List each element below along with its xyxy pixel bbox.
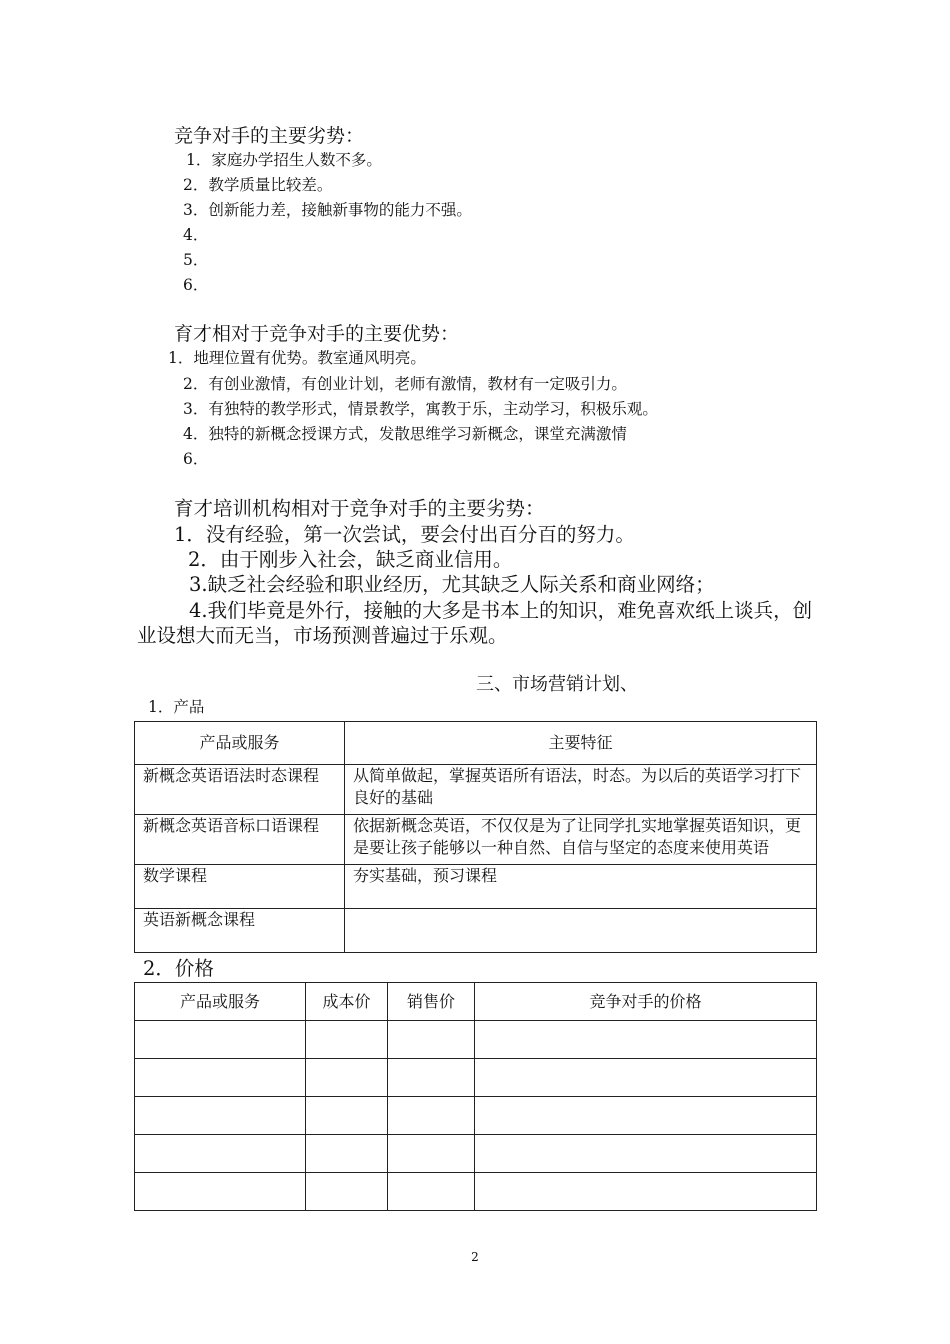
table-row [135, 815, 817, 865]
product-table [134, 721, 817, 953]
competitor-weakness-item-1: 1．家庭办学招生人数不多。 [186, 151, 382, 169]
product-name-cell: 新概念英语音标口语课程 [135, 815, 345, 865]
page-number: 2 [471, 1250, 479, 1264]
competitor-weakness-item-5: 5． [183, 251, 209, 269]
competitor-weakness-item-6: 6． [183, 276, 209, 294]
price-table-header-competitor: 竞争对手的价格 [475, 983, 817, 1021]
advantages-item-3: 3．有独特的教学形式，情景教学，寓教于乐，主动学习，积极乐观。 [183, 400, 658, 418]
price-table-header-sale: 销售价 [388, 983, 475, 1021]
product-table-header-features: 主要特征 [345, 722, 817, 765]
price-table-header-service: 产品或服务 [135, 983, 306, 1021]
competitor-weakness-title: 竞争对手的主要劣势： [174, 125, 365, 147]
product-feature-cell: 夯实基础，预习课程 [345, 865, 817, 909]
self-weakness-item-4: 4.我们毕竟是外行，接触的大多是书本上的知识，难免喜欢纸上谈兵，创业设想大而无当，市场预测普遍过于乐观。 [137, 599, 813, 647]
price-table-header-cost: 成本价 [306, 983, 388, 1021]
advantages-item-2: 2．有创业激情，有创业计划，老师有激情，教材有一定吸引力。 [183, 375, 627, 393]
section-heading: 三、市场营销计划、 [476, 674, 638, 695]
table-row [135, 1135, 817, 1173]
competitor-weakness-item-2: 2．教学质量比较差。 [183, 176, 333, 194]
table-row [135, 1173, 817, 1211]
advantages-item-4: 4．独特的新概念授课方式，发散思维学习新概念，课堂充满激情 [183, 425, 627, 443]
table-row [135, 765, 817, 815]
advantages-item-6: 6． [183, 450, 209, 468]
advantages-title: 育才相对于竞争对手的主要优势： [174, 323, 460, 345]
advantages-item-1: 1．地理位置有优势。教室通风明亮。 [168, 349, 426, 367]
price-label: 2．价格 [143, 957, 214, 980]
self-weakness-item-1: 1．没有经验，第一次尝试，要会付出百分百的努力。 [174, 523, 635, 546]
product-feature-cell: 从简单做起，掌握英语所有语法，时态。为以后的英语学习打下良好的基础 [345, 765, 817, 815]
self-weakness-item-3: 3.缺乏社会经验和职业经历，尤其缺乏人际关系和商业网络； [189, 573, 715, 596]
product-feature-cell: 依据新概念英语，不仅仅是为了让同学扎实地掌握英语知识，更是要让孩子能够以一种自然、自信与坚定的态度来使用英语 [345, 815, 817, 865]
table-row [135, 909, 817, 953]
table-row [135, 1021, 817, 1059]
product-table-header-service: 产品或服务 [135, 722, 345, 765]
product-name-cell: 英语新概念课程 [135, 909, 345, 953]
price-table [134, 982, 817, 1211]
self-weakness-item-2: 2．由于刚步入社会，缺乏商业信用。 [188, 548, 513, 571]
competitor-weakness-item-4: 4． [183, 226, 209, 244]
table-row [135, 865, 817, 909]
product-label: 1．产品 [148, 698, 205, 716]
product-name-cell: 新概念英语语法时态课程 [135, 765, 345, 815]
table-row [135, 1097, 817, 1135]
competitor-weakness-item-3: 3．创新能力差，接触新事物的能力不强。 [183, 201, 472, 219]
product-name-cell: 数学课程 [135, 865, 345, 909]
product-feature-cell [345, 909, 817, 953]
table-row [135, 1059, 817, 1097]
self-weakness-title: 育才培训机构相对于竞争对手的主要劣势： [174, 497, 545, 520]
